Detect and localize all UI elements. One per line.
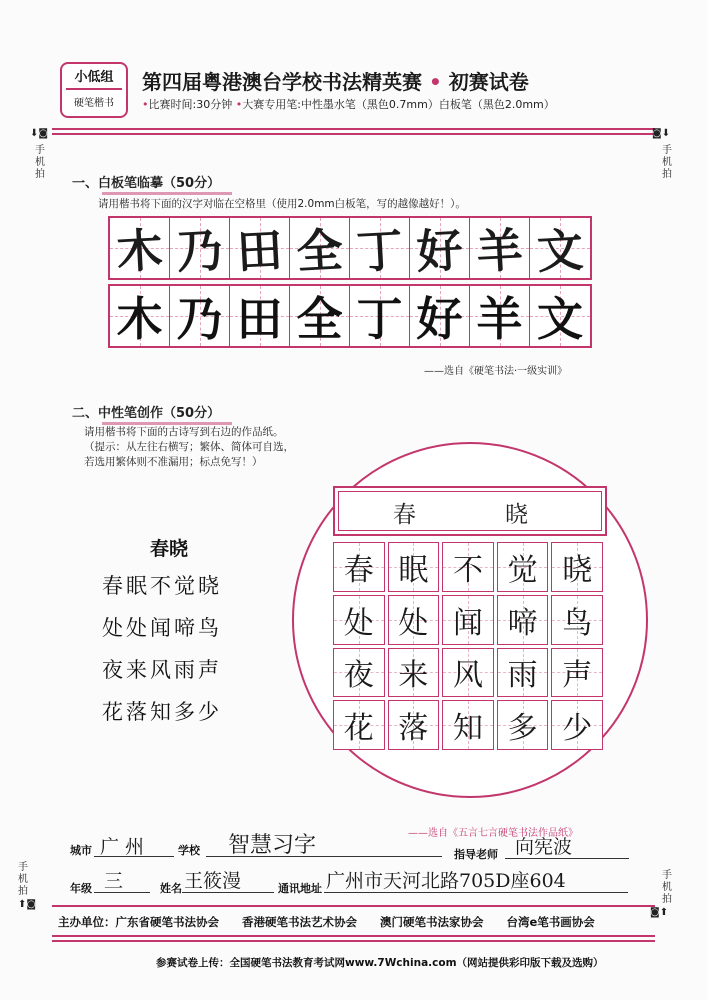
title-tail: 初赛试卷 — [448, 70, 529, 94]
side-label-top-left: 手机拍 — [35, 145, 45, 180]
work-char: 春 — [343, 552, 374, 588]
teacher-underline — [505, 858, 629, 859]
grade-label: 年级 — [70, 882, 92, 895]
model-cell — [230, 286, 290, 346]
work-cell[interactable] — [388, 700, 440, 750]
grade-underline — [94, 892, 150, 893]
work-char: 眠 — [398, 552, 429, 588]
exam-pens: 大赛专用笔:中性墨水笔（黑色0.7mm）白板笔（黑色2.0mm） — [242, 98, 555, 111]
school-label: 学校 — [178, 844, 200, 857]
work-grid — [333, 542, 603, 750]
name-underline — [182, 892, 274, 893]
camera-icon-top-left: ⬇◙ — [30, 128, 49, 139]
copy-grid-model — [108, 284, 592, 348]
copy-cell[interactable] — [530, 218, 590, 278]
footer-rule-2 — [52, 935, 655, 937]
work-char: 晓 — [562, 552, 593, 588]
model-cell — [530, 286, 590, 346]
work-cell[interactable] — [497, 542, 549, 592]
work-cell[interactable] — [333, 542, 385, 592]
model-char: 木 — [116, 292, 163, 346]
work-cell[interactable] — [388, 648, 440, 698]
handwritten-char: 木 — [115, 222, 165, 280]
model-char: 羊 — [476, 292, 523, 346]
section1-source: ——选自《硬笔书法·一级实训》 — [424, 366, 568, 377]
section1-instruction: 请用楷书将下面的汉字对临在空格里（使用2.0mm白板笔，写的越像越好！）。 — [98, 198, 466, 210]
exam-info — [142, 96, 555, 112]
work-char: 闻 — [452, 605, 483, 641]
camera-icon-bottom-right: ◙⬆ — [650, 907, 669, 918]
copy-cell[interactable] — [170, 218, 230, 278]
exam-time: 比赛时间:30分钟 — [148, 98, 233, 111]
upload-info: 参赛试卷上传：全国硬笔书法教育考试网www.7Wchina.com（网站提供彩印版下载及选购） — [156, 957, 604, 969]
poem-title: 春晓 — [150, 538, 189, 560]
handwritten-char: 丁 — [355, 222, 405, 280]
badge-group-label: 小低组 — [74, 70, 114, 85]
work-char: 不 — [452, 552, 483, 588]
work-cell[interactable] — [333, 595, 385, 645]
copy-cell[interactable] — [350, 218, 410, 278]
work-cell[interactable] — [442, 648, 494, 698]
school-value[interactable]: 智慧习字 — [228, 833, 317, 858]
model-char: 文 — [537, 292, 583, 346]
section1-title — [72, 172, 220, 191]
camera-icon-top-right: ◙⬇ — [652, 128, 671, 139]
work-title-inner-border — [338, 491, 602, 531]
model-cell — [290, 286, 350, 346]
teacher-label: 指导老师 — [454, 848, 498, 861]
side-label-bottom-left: 手机拍 — [18, 862, 28, 897]
group-badge — [60, 62, 128, 118]
model-char: 田 — [236, 292, 283, 346]
model-char: 好 — [416, 292, 463, 346]
handwritten-char: 全 — [295, 222, 345, 280]
sponsors: 主办单位：广东省硬笔书法协会 香港硬笔书法艺术协会 澳门硬笔书法家协会 台湾e笔书画协会 — [58, 915, 595, 929]
work-char: 来 — [398, 658, 429, 694]
header-rule-2 — [52, 133, 655, 135]
work-cell[interactable] — [333, 700, 385, 750]
work-char: 夜 — [343, 658, 374, 694]
work-char: 少 — [562, 711, 593, 747]
model-cell — [470, 286, 530, 346]
section2-title-text: 二、中性笔创作（50分） — [72, 406, 221, 421]
model-cell — [170, 286, 230, 346]
work-cell[interactable] — [333, 648, 385, 698]
work-cell[interactable] — [497, 700, 549, 750]
work-cell[interactable] — [442, 595, 494, 645]
name-value[interactable]: 王筱漫 — [184, 870, 242, 892]
work-cell[interactable] — [497, 648, 549, 698]
work-char: 风 — [452, 658, 483, 694]
handwritten-char: 好 — [415, 222, 465, 280]
work-cell[interactable] — [551, 542, 603, 592]
section1-title-highlight — [102, 192, 232, 195]
work-char: 雨 — [507, 658, 538, 694]
work-char: 鸟 — [562, 605, 593, 641]
model-char: 丁 — [356, 292, 403, 346]
side-label-top-right: 手机拍 — [662, 145, 672, 180]
work-char: 落 — [398, 711, 429, 747]
handwritten-char: 文 — [535, 222, 585, 280]
work-cell[interactable] — [551, 595, 603, 645]
copy-cell[interactable] — [230, 218, 290, 278]
work-char: 处 — [398, 605, 429, 641]
copy-grid-handwritten — [108, 216, 592, 280]
handwritten-char: 羊 — [475, 222, 525, 280]
work-cell[interactable] — [442, 700, 494, 750]
info-bullet-1: • — [142, 98, 149, 111]
work-cell[interactable] — [388, 542, 440, 592]
model-cell — [110, 286, 170, 346]
header-rule-1 — [52, 128, 655, 130]
section2-instruction-2: （提示：从左往右横写；繁体、简体可自选， — [84, 441, 294, 453]
copy-cell[interactable] — [410, 218, 470, 278]
school-underline — [206, 856, 442, 857]
work-title-box[interactable] — [333, 486, 607, 536]
section1-title-text: 一、白板笔临摹（50分） — [72, 176, 221, 191]
name-label: 姓名 — [160, 882, 182, 895]
work-char: 多 — [507, 711, 538, 747]
city-value[interactable]: 广 州 — [100, 836, 145, 858]
section2-instruction-3: 若选用繁体则不准漏用；标点免写！） — [84, 456, 263, 468]
badge-category-label: 硬笔楷书 — [74, 98, 114, 109]
side-label-bottom-right: 手机拍 — [662, 870, 672, 905]
work-cell[interactable] — [388, 595, 440, 645]
info-bullet-2: • — [235, 98, 243, 111]
work-char: 知 — [452, 711, 483, 747]
camera-icon-bottom-left: ⬆◙ — [18, 899, 37, 910]
copy-cell[interactable] — [470, 218, 530, 278]
title-dot: • — [428, 70, 442, 94]
section2-instruction-1: 请用楷书将下面的古诗写到右边的作品纸。 — [84, 426, 284, 438]
work-char: 声 — [562, 658, 593, 694]
handwritten-char: 田 — [235, 222, 285, 280]
model-cell — [410, 286, 470, 346]
copy-cell[interactable] — [290, 218, 350, 278]
work-cell[interactable] — [442, 542, 494, 592]
city-underline — [94, 856, 174, 857]
copy-cell[interactable] — [110, 218, 170, 278]
model-char: 乃 — [176, 292, 223, 346]
work-cell[interactable] — [551, 700, 603, 750]
poem-line: 花落知多少 — [102, 700, 222, 724]
work-char: 啼 — [507, 605, 538, 641]
work-title-char: 晓 — [505, 502, 528, 528]
teacher-value[interactable]: 向宪波 — [515, 836, 573, 858]
model-cell — [350, 286, 410, 346]
work-char: 觉 — [507, 552, 538, 588]
city-label: 城市 — [70, 844, 92, 857]
title-main: 第四届粤港澳台学校书法精英赛 — [142, 70, 422, 94]
section2-title — [72, 402, 220, 421]
address-value[interactable]: 广州市天河北路705D座604 — [326, 870, 566, 892]
page-title — [142, 66, 529, 95]
handwritten-char: 乃 — [175, 222, 225, 280]
footer-rule-1 — [52, 905, 655, 907]
work-char: 处 — [343, 605, 374, 641]
poem-line: 处处闻啼鸟 — [102, 616, 222, 640]
work-cell[interactable] — [551, 648, 603, 698]
section2-source: ——选自《五言七言硬笔书法作品纸》 — [408, 828, 578, 839]
badge-divider — [66, 88, 122, 90]
poem-line: 春眠不觉晓 — [102, 574, 222, 598]
work-cell[interactable] — [497, 595, 549, 645]
poem-line: 夜来风雨声 — [102, 658, 222, 682]
work-char: 花 — [343, 711, 374, 747]
address-underline — [324, 892, 628, 893]
model-char: 全 — [296, 292, 343, 346]
footer-rule-3 — [52, 940, 655, 942]
grade-value[interactable]: 三 — [104, 870, 124, 892]
work-title-char: 春 — [393, 502, 416, 528]
address-label: 通讯地址 — [278, 882, 322, 895]
